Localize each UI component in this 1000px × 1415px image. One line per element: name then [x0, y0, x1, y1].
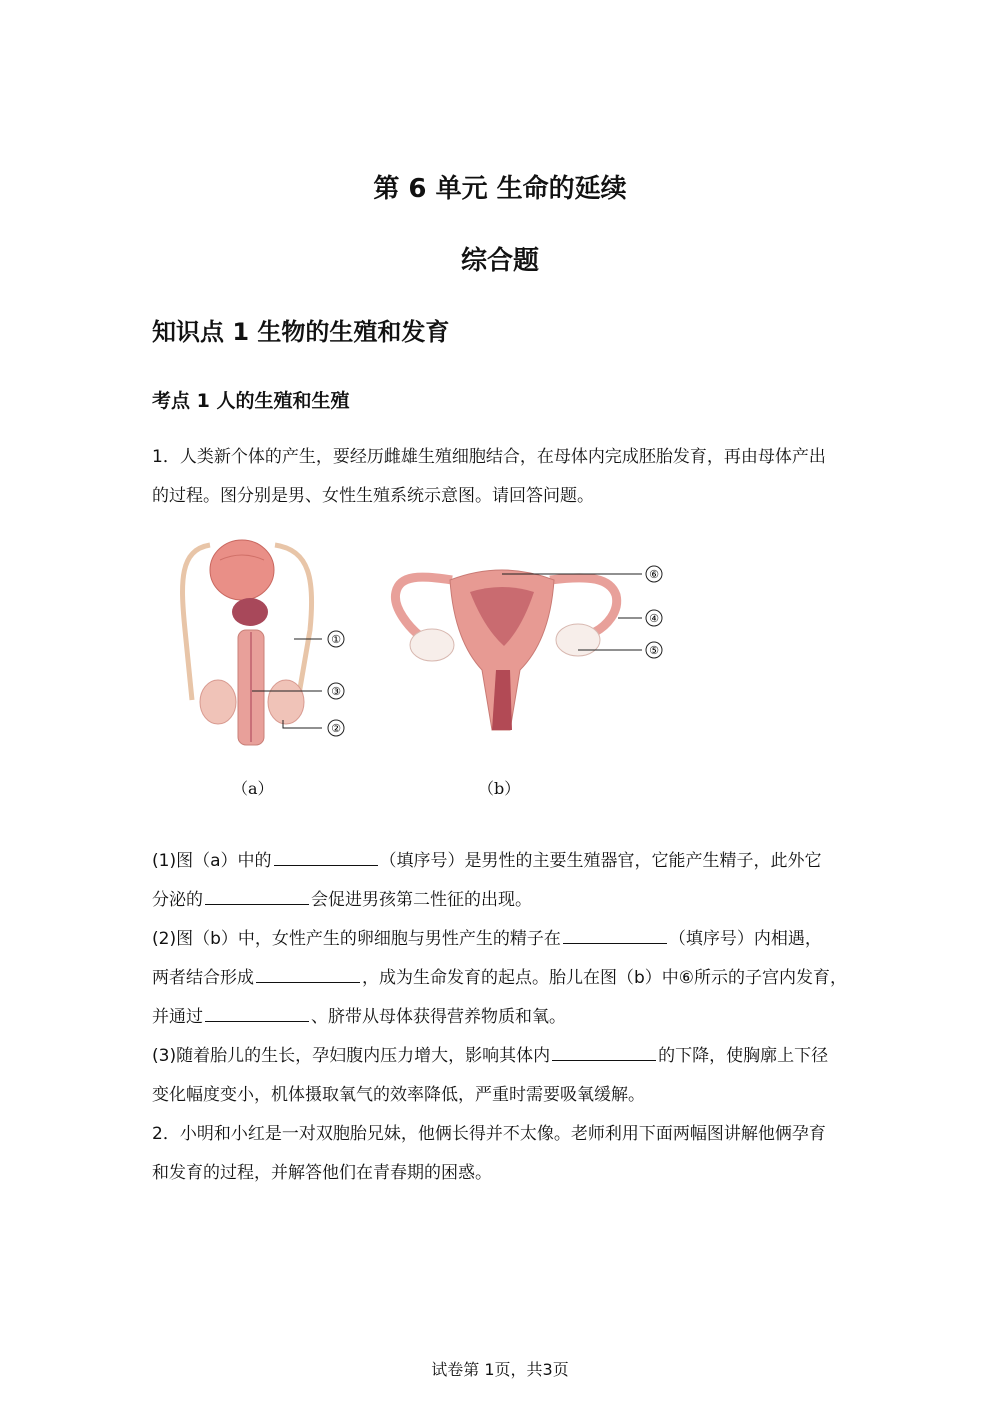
label-4: ④ [649, 612, 659, 625]
q1-sub3-line-2: 变化幅度变小，机体摄取氧气的效率降低，严重时需要吸氧缓解。 [152, 1085, 645, 1105]
exam-point-heading: 考点 1 人的生殖和生殖 [152, 390, 350, 412]
caption-a: （a） [232, 779, 274, 798]
q1-sub1-line-1: (1)图（a）中的 （填序号）是男性的主要生殖器官，它能产生精子，此外它 [152, 851, 822, 871]
label-2: ② [331, 722, 341, 735]
q2-line-2: 和发育的过程，并解答他们在青春期的困惑。 [152, 1163, 492, 1183]
unit-title: 第 6 单元 生命的延续 [373, 174, 627, 204]
answer-blank[interactable] [274, 851, 378, 866]
label-1: ① [331, 633, 341, 646]
q1-line-2: 的过程。图分别是男、女性生殖系统示意图。请回答问题。 [152, 486, 594, 506]
section-title: 综合题 [460, 246, 539, 276]
female-diagram [395, 566, 662, 730]
q2-line-1: 2．小明和小红是一对双胞胎兄妹，他俩长得并不太像。老师利用下面两幅图讲解他俩孕育 [152, 1124, 826, 1144]
caption-b: （b） [478, 779, 521, 798]
answer-blank[interactable] [552, 1046, 656, 1061]
answer-blank[interactable] [256, 968, 360, 983]
page-footer: 试卷第 1页，共3页 [431, 1360, 569, 1379]
label-6: ⑥ [649, 568, 659, 581]
answer-blank[interactable] [563, 929, 667, 944]
reproductive-system-figure [170, 520, 690, 810]
q1-line-1: 1．人类新个体的产生，要经历雌雄生殖细胞结合，在母体内完成胚胎发育，再由母体产出 [152, 447, 826, 467]
q1-sub3-line-1: (3)随着胎儿的生长，孕妇腹内压力增大，影响其体内 的下降，使胸廓上下径 [152, 1046, 829, 1066]
answer-blank[interactable] [205, 1007, 309, 1022]
label-5: ⑤ [649, 644, 659, 657]
male-diagram [183, 540, 344, 745]
q1-sub2-line-1: (2)图（b）中，女性产生的卵细胞与男性产生的精子在 （填序号）内相遇， [152, 929, 822, 949]
q1-sub2-line-3: 并通过 、脐带从母体获得营养物质和氧。 [152, 1007, 566, 1027]
reproductive-diagrams [170, 520, 690, 810]
answer-blank[interactable] [205, 890, 309, 905]
label-3: ③ [331, 685, 341, 698]
knowledge-heading: 知识点 1 生物的生殖和发育 [152, 318, 450, 346]
q1-sub2-line-2: 两者结合形成 ，成为生命发育的起点。胎儿在图（b）中⑥所示的子宫内发育， [152, 968, 848, 988]
q1-sub1-line-2: 分泌的 会促进男孩第二性征的出现。 [152, 890, 532, 910]
